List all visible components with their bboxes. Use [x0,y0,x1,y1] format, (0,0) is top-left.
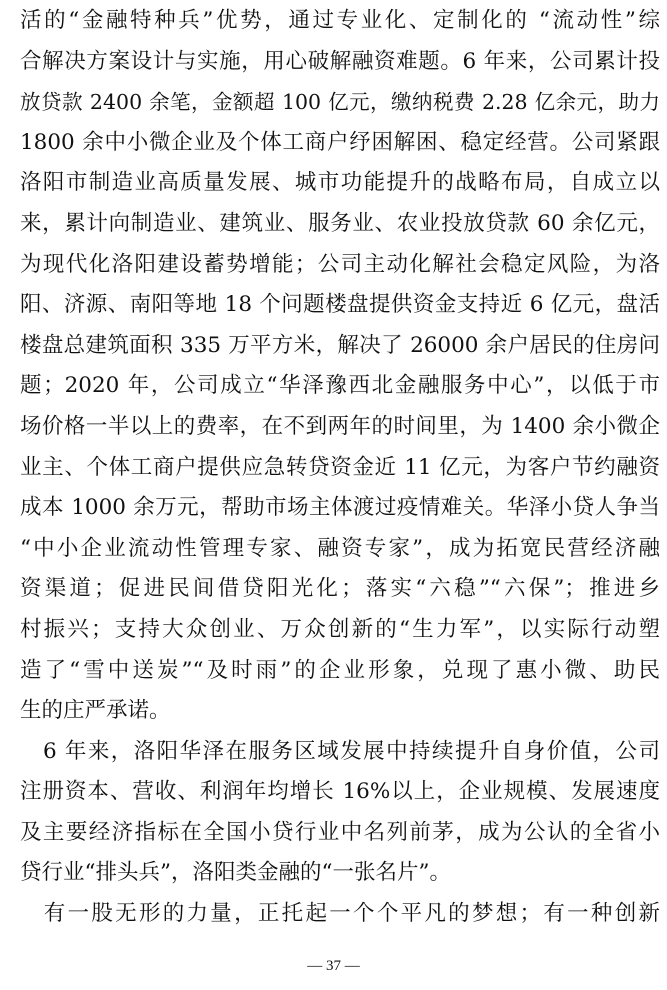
body-text [20,1,660,935]
text-line: 来，累计向制造业、建筑业、服务业、农业投放贷款 60 余亿元， [20,210,660,236]
text-line: 题；2020 年，公司成立“华泽豫西北金融服务中心”，以低于市 [20,373,660,399]
text-line: 及主要经济指标在全国小贷行业中名列前茅，成为公认的全省小 [20,819,660,845]
text-line: 为现代化洛阳建设蓄势增能；公司主动化解社会稳定风险，为洛 [20,251,660,277]
text-line: 造了“雪中送炭”“及时雨”的企业形象，兑现了惠小微、助民 [20,657,660,683]
text-line: 楼盘总建筑面积 335 万平方米，解决了 26000 余户居民的住房问 [20,332,660,358]
text-line: 阳、济源、南阳等地 18 个问题楼盘提供资金支持近 6 亿元，盘活 [20,292,660,318]
text-line: 贷行业“排头兵”，洛阳类金融的“一张名片”。 [20,860,451,886]
text-line: 场价格一半以上的费率，在不到两年的时间里，为 1400 余小微企 [20,413,660,439]
text-line: 活的“金融特种兵”优势，通过专业化、定制化的 “流动性”综 [20,8,660,33]
text-line: 合解决方案设计与实施，用心破解融资难题。6 年来，公司累计投 [20,48,660,74]
text-line: 洛阳市制造业高质量发展、城市功能提升的战略布局，自成立以 [20,170,660,196]
text-line: 有一股无形的力量，正托起一个个平凡的梦想；有一种创新 [20,901,660,927]
text-line: “中小企业流动性管理专家、融资专家”，成为拓宽民营经济融 [20,535,660,561]
text-line: 业主、个体工商户提供应急转贷资金近 11 亿元，为客户节约融资 [20,454,660,480]
text-line: 生的庄严承诺。 [20,698,171,724]
text-line: 注册资本、营收、利润年均增长 16%以上，企业规模、发展速度 [20,779,660,805]
text-line: 6 年来，洛阳华泽在服务区域发展中持续提升自身价值，公司 [20,738,660,764]
text-line: 村振兴；支持大众创业、万众创新的“生力军”，以实际行动塑 [20,616,660,642]
text-line: 1800 余中小微企业及个体工商户纾困解困、稳定经营。公司紧跟 [20,129,660,155]
text-line: 放贷款 2400 余笔，金额超 100 亿元，缴纳税费 2.28 亿余元，助力 [20,90,660,115]
text-line: 成本 1000 余万元，帮助市场主体渡过疫情难关。华泽小贷人争当 [20,495,660,521]
text-line: 资渠道；促进民间借贷阳光化；落实“六稳”“六保”；推进乡 [20,576,660,602]
page-number: — 37 — [307,958,360,974]
